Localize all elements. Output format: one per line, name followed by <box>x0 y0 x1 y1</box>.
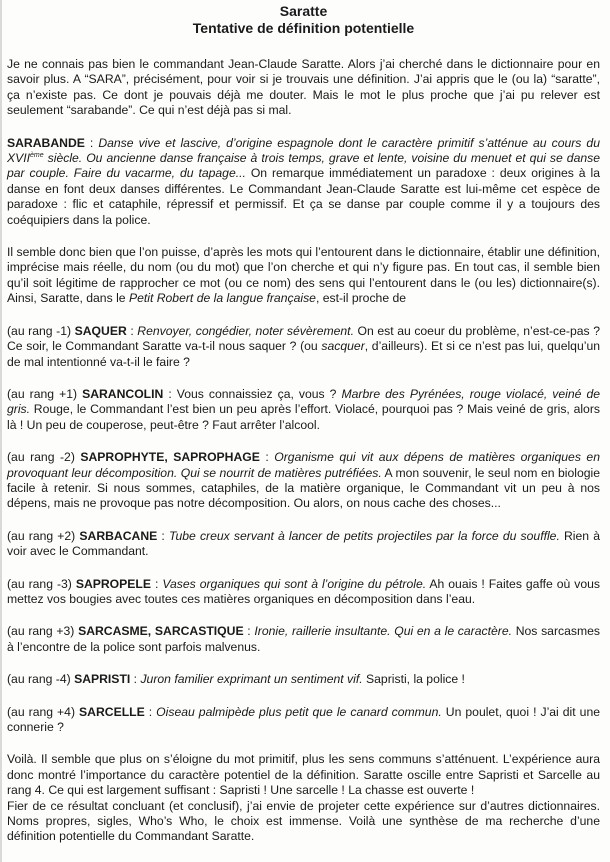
entry-word: SARBACANE <box>79 528 158 543</box>
dictionary-title: Petit Robert de la langue française <box>128 291 316 306</box>
method-text: , est-il proche de <box>315 291 407 306</box>
entry-rank: (au rang +2) <box>7 528 80 543</box>
entry-comment: Nos sarcasmes à l’encontre de la police sont parfois malvenus. <box>7 624 600 654</box>
title-block <box>7 3 600 37</box>
entry-word: SARCASME, SARCASTIQUE <box>78 624 244 639</box>
entry-word: SARANCOLIN <box>82 386 164 401</box>
entry-word: SAPROPHYTE, SAPROPHAGE <box>80 450 260 465</box>
page-subtitle: Tentative de définition potentielle <box>192 20 415 36</box>
entry-comment: A mon souvenir, le seul nom en biologie facile à retenir. Si nous sommes, cataphiles, de la matière organique, le Commandant vit un peu à nos dépens, mais ne provoque pas notre décomposition. Ou alors, on nous cache des choses... <box>7 465 600 511</box>
conclusion-line: Voilà. Il semble que plus on s’éloigne du mot primitif, plus les sens communs s’atténuent. L’expérience aura donc montré l’importance du caractère potentiel de la définition. Saratte oscille entre Sapristi et Sarcelle au rang 4. Ce qui est largement suffisant : Sapristi ! Une sarcelle ! La chasse est ouverte ! <box>7 752 600 798</box>
sarabande-paragraph <box>7 136 600 228</box>
entry-definition: Oiseau palmipède plus petit que le canard commun. <box>156 704 442 719</box>
entry-separator: : <box>144 704 157 719</box>
method-paragraph <box>7 245 600 307</box>
conclusion-paragraph <box>7 752 600 844</box>
entry-rank: (au rang +3) <box>7 624 79 639</box>
entry-comment: Un poulet, quoi ! J’ai dit une connerie ? <box>7 704 601 734</box>
entry-rank: (au rang -2) <box>7 450 81 465</box>
entry-rank: (au rang +4) <box>7 704 80 719</box>
entry-comment: , d’ailleurs). Et si ce n’est pas lui, quelqu’un de mal intentionné va-t-il le faire ? <box>7 339 601 369</box>
entry-separator: : <box>126 323 138 338</box>
entry-comment: Rouge, le Commandant l’est bien un peu après l’effort. Violacé, pourquoi pas ? Mais veiné de gris, alors là ! Un peu de couperose, peut-être ? Faut arrêter l’alcool. <box>7 402 600 432</box>
entry-sapristi <box>7 672 600 687</box>
entry-separator: : <box>259 450 275 465</box>
entry-definition: Tube creux servant à lancer de petits projectiles par la force du souffle. <box>168 528 560 543</box>
entry-word: SARABANDE <box>7 135 85 150</box>
entry-sarbacane <box>7 529 600 560</box>
entry-lead: : Vous connaissiez ça, vous ? <box>163 386 342 401</box>
entry-separator: : <box>243 624 255 639</box>
entry-comment: On remarque immédiatement un paradoxe : deux origines à la danse en font deux danses différentes. Le Commandant Jean-Claude Saratte est lui-même cet espèce de paradoxe : flic et cataphile, répressif et permissif. Et ça se danse par couple comme il y a toujours des coéquipiers dans la police. <box>7 166 600 227</box>
entry-sarancolin <box>7 387 600 433</box>
page-title: Saratte <box>279 3 328 19</box>
entry-sarcelle <box>7 705 600 736</box>
method-text: Il semble donc bien que l’on puisse, d’après les mots qui l’entourent dans le dictionnaire, établir une définition, imprécise mais réelle, du nom (ou du mot) que l’on cherche et qui n’y figure pas. En tout cas, il semble bien qu’il soit légitime de rapprocher ce mot (ou ce nom) des sens qui l’entourent dans le (ou les) dictionnaire(s). Ainsi, Saratte, dans le <box>7 245 600 306</box>
entry-separator: : <box>84 135 99 150</box>
entry-definition: Marbre des Pyrénées, rouge violacé, veiné de gris. <box>7 386 601 417</box>
entry-rank: (au rang -1) <box>7 323 75 338</box>
entry-sapropele <box>7 577 600 608</box>
entry-rank: (au rang +1) <box>7 386 83 401</box>
entry-comment-italic: sacquer <box>321 339 365 354</box>
entry-separator: : <box>151 576 163 591</box>
entry-separator: : <box>157 528 169 543</box>
century-superscript: ème <box>30 151 44 159</box>
entry-word: SAPROPELE <box>75 576 151 591</box>
entry-separator: : <box>130 672 141 687</box>
entry-saprophyte <box>7 450 600 512</box>
entry-comment: Rien à voir avec le Commandant. <box>7 528 600 559</box>
definition-part: Danse vive et lascive, d’origine espagnole dont le caractère primitif s’atténue au cours du XVII <box>7 135 600 166</box>
entry-word: SAPRISTI <box>74 672 131 687</box>
entry-word: SARCELLE <box>79 704 145 719</box>
entry-definition: Vases organiques qui sont à l’origine du pétrole. <box>162 576 427 591</box>
entry-comment: Ah ouais ! Faites gaffe où vous mettez vos bougies avec toutes ces matières organiques en décomposition dans l’eau. <box>7 576 601 606</box>
entry-comment: On est au coeur du problème, n’est-ce-pas ? Ce soir, le Commandant Saratte va-t-il nous saquer ? (ou <box>7 323 600 354</box>
entry-definition: Renvoyer, congédier, noter sévèrement. <box>137 323 354 338</box>
intro-paragraph: Je ne connais pas bien le commandant Jean-Claude Saratte. Alors j’ai cherché dans le dictionnaire pour en savoir plus. A “SARA”, précisément, pour voir si je trouvais une définition. J’ai appris que le (ou la) “saratte”, ça n’existe pas. Ce dont je pouvais déjà me douter. Mais le mot le plus proche que j’ai pu relever est seulement “sarabande”. Ce qui n’est déjà pas si mal. <box>7 57 600 118</box>
entry-definition: Organisme qui vit aux dépens de matières organiques en provoquant leur décomposition. Qui se nourrit de matières putréfiées. <box>7 450 600 480</box>
entry-comment: Sapristi, la police ! <box>362 672 465 687</box>
entry-sarcasme <box>7 624 600 655</box>
entry-rank: (au rang -4) <box>7 672 75 687</box>
conclusion-line: Fier de ce résultat concluant (et conclusif), j’ai envie de projeter cette expérience sur d’autres dictionnaires. Noms propres, sigles, Who’s Who, le choix est immense. Voilà une synthèse de ma recherche d’une définition potentielle du Commandant Saratte. <box>7 798 600 844</box>
entry-definition: Ironie, raillerie insultante. Qui en a le caractère. <box>254 624 512 639</box>
entry-rank: (au rang -3) <box>7 576 76 591</box>
entry-definition: Juron familier exprimant un sentiment vif. <box>140 672 363 687</box>
entry-saquer <box>7 324 600 370</box>
entry-word: SAQUER <box>74 323 127 338</box>
definition-part: siècle. Ou ancienne danse française à trois temps, grave et lente, voisine du menuet et qui se danse par couple. Faire du vacarme, du tapage... <box>7 151 600 181</box>
page-edge <box>0 0 2 862</box>
